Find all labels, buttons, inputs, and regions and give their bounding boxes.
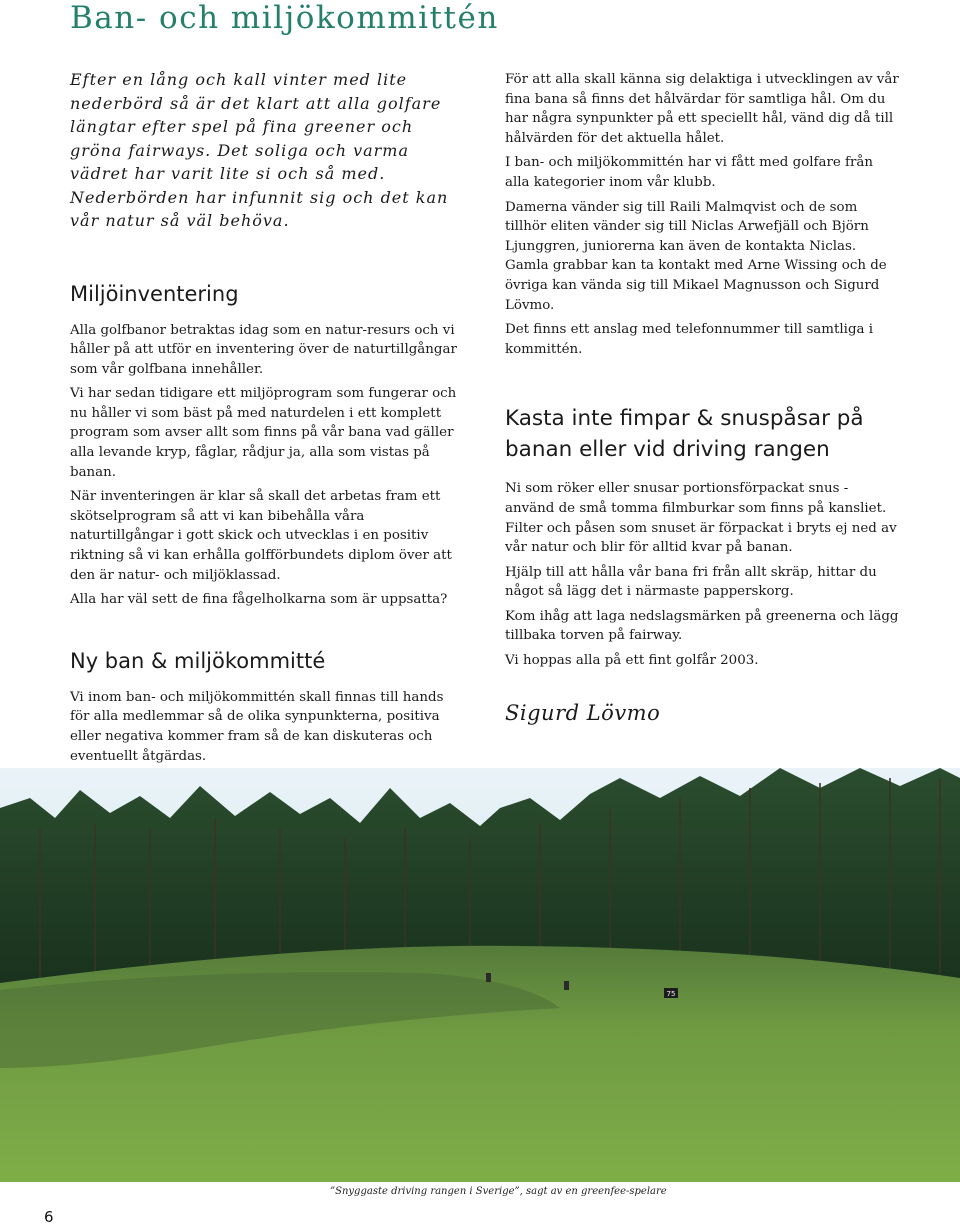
heading-kasta-inte-fimpar: Kasta inte fimpar & snuspåsar på banan eller vid driving rangen xyxy=(505,406,864,463)
right-paragraph-2: I ban- och miljökommittén har vi fått med golfare från alla kategorier inom vår klubb. xyxy=(505,155,874,190)
heading-miljoinventering: Miljöinventering xyxy=(70,281,239,306)
signature: Sigurd Lövmo xyxy=(505,700,661,725)
miljo-paragraph-1: Alla golfbanor betraktas idag som en natur-resurs och vi håller på att utför en inventering över de naturtillgångar som vår golfbana innehåller. xyxy=(70,322,457,377)
photo-caption: ”Snyggaste driving rangen i Sverige”, sagt av en greenfee-spelare xyxy=(330,1186,667,1197)
page-title: Ban- och miljökommittén xyxy=(70,0,499,36)
right-paragraph-4: Det finns ett anslag med telefonnummer till samtliga i kommittén. xyxy=(505,322,874,357)
right-column xyxy=(505,70,900,725)
distance-marker-mid xyxy=(564,981,569,990)
right-paragraph-1: För att alla skall känna sig delaktiga i utvecklingen av vår fina bana så finns det hålvärdar för samtliga hål. Om du har några synpunkter på ett speciellt hål, vänd dig då till hålvärden för det aktuella hålet. xyxy=(505,72,899,146)
kasta-paragraph-1: Ni som röker eller snusar portionsförpackat snus - använd de små tomma filmburkar som finns på kansliet. Filter och påsen som snuset är förpackat i bryts ej ned av vår natur och blir för alltid kvar på banan. xyxy=(505,481,897,556)
intro-text: Efter en lång och kall vinter med lite nederbörd så är det klart att alla golfare längtar efter spel på fina greener och gröna fairways. Det soliga och varma vädret har varit lite si och så med. Nederbörden har infunnit sig och det kan vår natur så väl behöva. xyxy=(70,70,449,230)
kasta-paragraph-4: Vi hoppas alla på ett fint golfår 2003. xyxy=(505,653,759,669)
miljo-paragraph-2: Vi har sedan tidigare ett miljöprogram som fungerar och nu håller vi som bäst på med naturdelen i ett komplett program som avser allt som finns på vår bana vad gäller alla levande kryp, fåglar, rådjur ja, alla som vistas på banan. xyxy=(70,386,457,480)
miljo-paragraph-3: När inventeringen är klar så skall det arbetas fram ett skötselprogram så att vi kan bibehålla våra naturtillgångar i gott skick och utvecklas i en positiv riktning så vi kan erhålla golfförbundets diplom över att den är natur- och miljöklassad. xyxy=(70,489,452,583)
page-number: 6 xyxy=(44,1208,54,1226)
right-paragraph-3: Damerna vänder sig till Raili Malmqvist och de som tillhör eliten vänder sig till Niclas Arwefjäll och Björn Ljunggren, juniorerna kan även de kontakta Niclas. Gamla grabbar kan ta kontakt med Arne Wissing och de övriga kan vända sig till Mikael Magnusson och Sigurd Lövmo. xyxy=(505,199,887,313)
distance-sign-label: 75 xyxy=(666,990,676,998)
heading-ny-ban-miljokommitte: Ny ban & miljökommitté xyxy=(70,648,326,673)
ny-paragraph-1: Vi inom ban- och miljökommittén skall finnas till hands för alla medlemmar så de olika synpunkterna, positiva eller negativa kommer fram så de kan diskuteras och eventuellt åtgärdas. xyxy=(70,689,444,764)
kasta-paragraph-2: Hjälp till att hålla vår bana fri från allt skräp, hittar du något så lägg det i närmaste papperskorg. xyxy=(505,564,877,600)
kasta-paragraph-3: Kom ihåg att laga nedslagsmärken på greenerna och lägg tillbaka torven på fairway. xyxy=(505,608,899,644)
distance-marker-left xyxy=(486,973,491,982)
left-column xyxy=(70,68,465,771)
driving-range-photo xyxy=(0,768,960,1182)
miljo-paragraph-4: Alla har väl sett de fina fågelholkarna som är uppsatta? xyxy=(70,592,448,608)
